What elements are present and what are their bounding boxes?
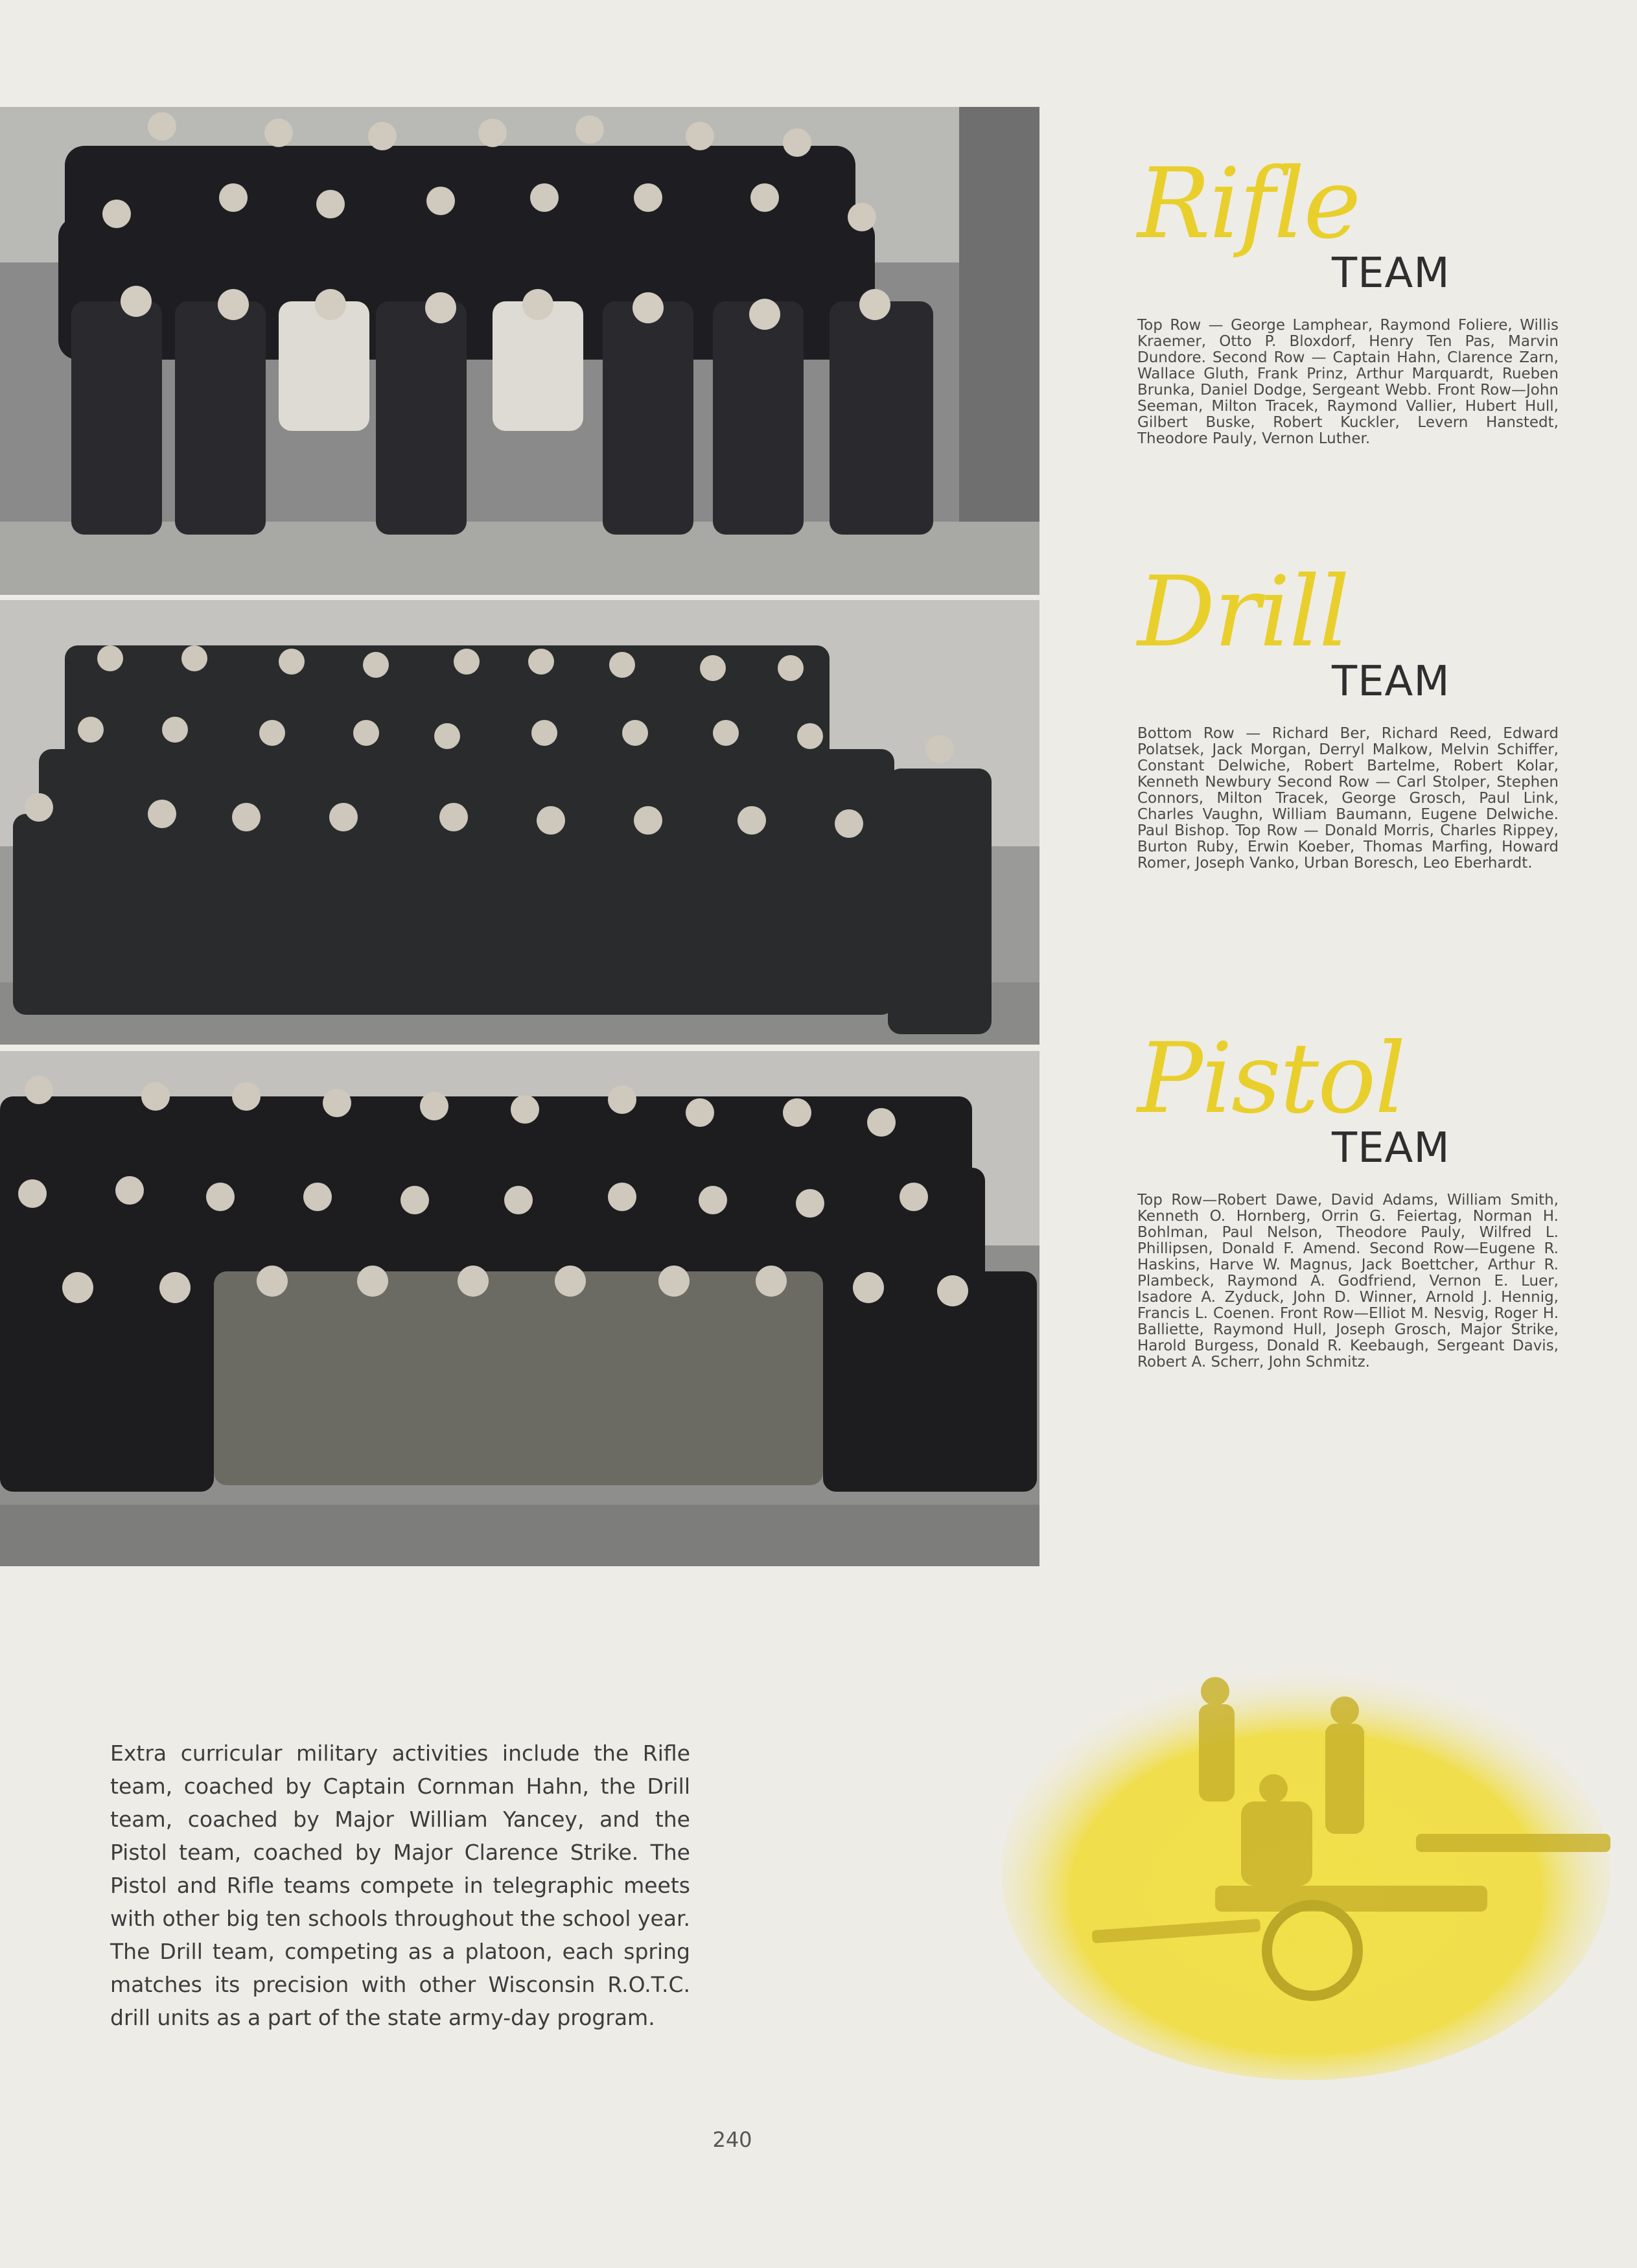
pistol-title: Pistol xyxy=(1137,1023,1405,1135)
pistol-team-photo xyxy=(0,1051,1039,1566)
artillery-vignette-photo xyxy=(995,1639,1637,2093)
drill-team-photo-image xyxy=(0,600,1039,1045)
pistol-team-section xyxy=(1137,1023,1559,1371)
drill-roster: Bottom Row — Richard Ber, Richard Reed, Edward Polatsek, Jack Morgan, Derryl Malkow, Melvin Schiffer, Constant Delwiche, Robert Bartelme, Robert Kolar, Kenneth Newbury Second Row — Carl Stolper, Stephen Connors, Milton Tracek, George Grosch, Paul Link, Charles Vaughn, William Baumann, Eugene Delwiche. Paul Bishop. Top Row — Donald Morris, Charles Rippey, Burton Ruby, Erwin Koeber, Thomas Marfing, Howard Romer, Joseph Vanko, Urban Boresch, Leo Eberhardt. xyxy=(1137,725,1559,872)
rifle-team-photo-image xyxy=(0,107,1039,595)
page-number: 240 xyxy=(712,2127,752,2152)
rifle-roster: Top Row — George Lamphear, Raymond Foliere, Willis Kraemer, Otto P. Bloxdorf, Henry Ten Pas, Marvin Dundore. Second Row — Captain Hahn, Clarence Zarn, Wallace Gluth, Frank Prinz, Arthur Marquardt, Rueben Brunka, Daniel Dodge, Sergeant Webb. Front Row—John Seeman, Milton Tracek, Raymond Vallier, Hubert Hull, Gilbert Buske, Robert Kuckler, Levern Hanstedt, Theodore Pauly, Vernon Luther. xyxy=(1137,317,1559,447)
rifle-team-section xyxy=(1137,148,1559,447)
pistol-team-photo-image xyxy=(0,1051,1039,1566)
drill-team-section xyxy=(1137,556,1559,872)
artillery-vignette-image xyxy=(995,1639,1637,2093)
drill-title: Drill xyxy=(1137,556,1349,669)
drill-team-heading: TEAM xyxy=(1332,658,1450,706)
military-activities-caption: Extra curricular military activities include the Rifle team, coached by Captain Cornman Hahn, the Drill team, coached by Major William Yancey, and the Pistol team, coached by Major Clarence Strike. The Pistol and Rifle teams compete in telegraphic meets with other big ten schools throughout the school year. The Drill team, competing as a platoon, each spring matches its precision with other Wisconsin R.O.T.C. drill units as a part of the state army-day program. xyxy=(110,1741,690,2030)
pistol-team-heading: TEAM xyxy=(1332,1124,1450,1172)
rifle-title: Rifle xyxy=(1137,148,1360,260)
rifle-team-photo xyxy=(0,107,1039,595)
rifle-team-heading: TEAM xyxy=(1332,249,1450,297)
pistol-roster: Top Row—Robert Dawe, David Adams, William Smith, Kenneth O. Hornberg, Orrin G. Feiertag, Norman H. Bohlman, Paul Nelson, Theodore Pauly, Wilfred L. Phillipsen, Donald F. Amend. Second Row—Eugene R. Haskins, Harve W. Magnus, Jack Boettcher, Arthur R. Plambeck, Raymond A. Godfriend, Vernon E. Luer, Isadore A. Zyduck, John D. Winner, Arnold J. Hennig, Francis L. Coenen. Front Row—Elliot M. Nesvig, Roger H. Balliette, Raymond Hull, Joseph Grosch, Major Strike, Harold Burgess, Donald R. Keebaugh, Sergeant Davis, Robert A. Scherr, John Schmitz. xyxy=(1137,1192,1559,1371)
drill-team-photo xyxy=(0,600,1039,1045)
